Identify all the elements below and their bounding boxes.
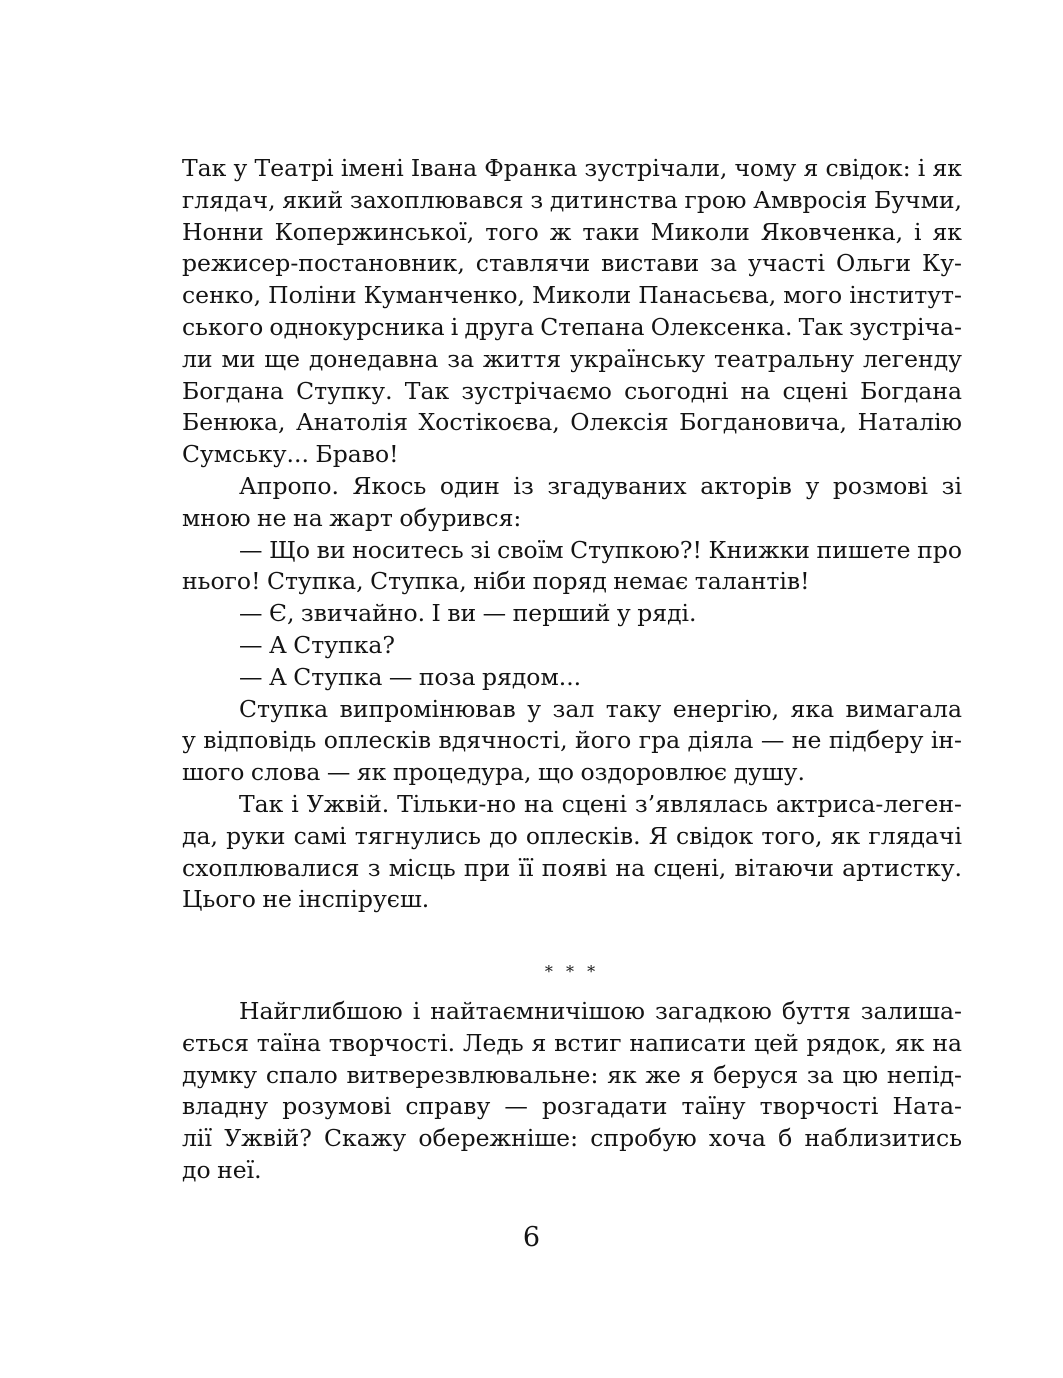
text-line: Цього не інспіруєш. xyxy=(182,885,430,914)
text-line: Богдана Ступку. Так зустрічаємо сьогодні на сцені Богдана xyxy=(182,376,962,405)
text-line: шого слова — як процедура, що оздоровлює душу. xyxy=(182,758,805,787)
text-line: Так і Ужвій. Тільки-но на сцені з’являлась актриса-леген- xyxy=(239,789,962,818)
dialogue-line xyxy=(182,535,962,599)
paragraph xyxy=(182,996,962,1187)
text-line: ли ми ще донедавна за життя українську театральну легенду xyxy=(182,344,962,373)
text-line: владну розумові справу — розгадати таїну творчості Ната- xyxy=(182,1092,962,1121)
text-line: ється таїна творчості. Ледь я встиг написати цей рядок, як на xyxy=(182,1028,962,1057)
text-line: Найглибшою і найтаємничішою загадкою буття залиша- xyxy=(239,996,962,1025)
page-number: 6 xyxy=(522,1222,541,1253)
text-line: мною не на жарт обурився: xyxy=(182,503,522,532)
paragraph xyxy=(182,471,962,535)
text-line: лії Ужвій? Скажу обережніше: спробую хоча б наблизитись xyxy=(182,1124,962,1153)
text-line: — А Ступка — поза рядом... xyxy=(239,662,582,691)
text-line: глядач, який захоплювався з дитинства грою Амвросія Бучми, xyxy=(182,185,962,214)
text-line: Ступка випромінював у зал таку енергію, яка вимагала xyxy=(239,694,962,723)
text-line: Апропо. Якось один із згадуваних акторів у розмові зі xyxy=(239,471,962,500)
paragraph xyxy=(182,789,962,916)
text-line: Нонни Копержинської, того ж таки Миколи Яковченка, і як xyxy=(182,217,962,246)
paragraph xyxy=(182,694,962,789)
text-line: думку спало витверезвлювальне: як же я беруся за цю непід- xyxy=(182,1060,962,1089)
text-line: у відповідь оплесків вдячності, його гра діяла — не підберу ін- xyxy=(182,726,962,755)
text-line: — А Ступка? xyxy=(239,630,396,659)
text-line: режисер-постановник, ставлячи вистави за участі Ольги Ку- xyxy=(182,249,962,278)
section-separator: * * * xyxy=(544,962,600,982)
text-line: схоплювалися з місць при її появі на сцені, вітаючи артистку. xyxy=(182,853,962,882)
dialogue-line xyxy=(182,662,962,694)
text-line: — Що ви носитесь зі своїм Ступкою?! Книжки пишете про xyxy=(239,535,962,564)
text-line: ського однокурсника і друга Степана Олексенка. Так зустріча- xyxy=(182,312,962,341)
text-line: Сумську... Браво! xyxy=(182,440,399,469)
text-line: сенко, Поліни Куманченко, Миколи Панасьєва, мого інститут- xyxy=(182,281,962,310)
text-line: нього! Ступка, Ступка, ніби поряд немає талантів! xyxy=(182,567,810,596)
text-line: Так у Театрі імені Івана Франка зустрічали, чому я свідок: і як xyxy=(182,154,962,182)
text-line: да, руки самі тягнулись до оплесків. Я свідок того, як глядачі xyxy=(182,821,962,850)
body-text xyxy=(182,153,962,1187)
text-line: — Є, звичайно. І ви — перший у ряді. xyxy=(239,599,697,628)
paragraph xyxy=(182,153,962,471)
text-line: до неї. xyxy=(182,1155,262,1184)
text-line: Бенюка, Анатолія Хостікоєва, Олексія Богдановича, Наталію xyxy=(182,408,962,437)
dialogue-line xyxy=(182,598,962,630)
dialogue-line xyxy=(182,630,962,662)
